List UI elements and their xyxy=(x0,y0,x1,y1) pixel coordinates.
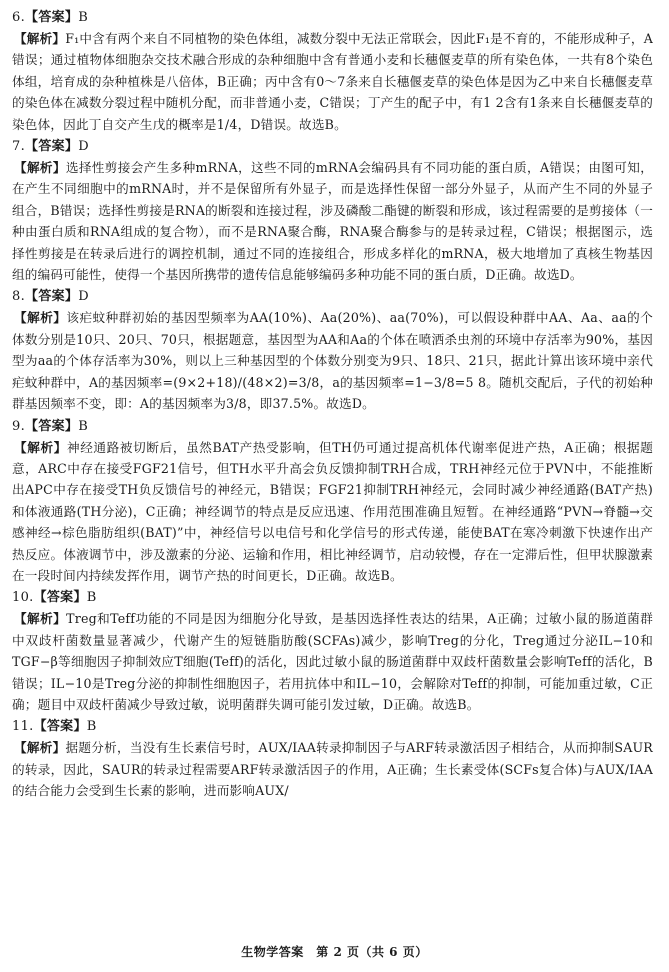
question-number: 8. xyxy=(12,289,26,305)
answer-line xyxy=(12,587,655,608)
analysis-paragraph xyxy=(12,157,655,285)
question-number: 6. xyxy=(12,10,26,25)
analysis-text: 神经通路被切断后，虽然BAT产热受影响，但TH仍可通过提高机体代谢率促进产热，A正确；根据题意，ARC中存在接受FGF21信号，但TH水平升高会负反馈抑制TRH合成，TRH神经元位于PVN中，不能推断出APC中存在接受TH负反馈信号的神经元，B错误；FGF21抑制TRH神经元，会同时减少神经通路(BAT产热)和体液通路(TH分泌)，C正确；神经调节的特点是反应迅速、作用范围准确且短暂。在神经通路“PVN→脊髓→交感神经→棕色脂肪组织(BAT)”中，神经信号以电信号和化学信号的形式传递，能使BAT在寒冷刺激下快速作出产热反应。体液调节中，涉及激素的分泌、运输和作用，相比神经调节，启动较慢，存在一定滞后性，但甲状腺激素在一段时间内持续发挥作用，调节产热的时间更长，D正确。故选B。 xyxy=(12,439,653,583)
analysis-paragraph xyxy=(12,28,655,135)
answer-label: 【答案】 xyxy=(25,139,79,155)
analysis-text: Treg和Teff功能的不同是因为细胞分化导致，是基因选择性表达的结果，A正确；过敏小鼠的肠道菌群中双歧杆菌数量显著减少，代谢产生的短链脂肪酸(SCFAs)减少，影响Treg的分化，Treg通过分泌IL−10和TGF−β等细胞因子抑制效应T细胞(Teff)的活化，因此过敏小鼠的肠道菌群中双歧杆菌数量会影响Teff的活化，B错误；IL−10是Treg分泌的抑制性细胞因子，若用抗体中和IL−10，会解除对Teff的抑制，可能加重过敏，C正确；题目中双歧杆菌减少导致过敏，说明菌群失调可能引发过敏，D正确。故选B。 xyxy=(12,611,653,712)
question-number: 11. xyxy=(12,719,34,735)
answer-value: B xyxy=(78,418,89,434)
answer-value: B xyxy=(86,590,97,606)
analysis-paragraph xyxy=(12,608,655,715)
answer-label: 【答案】 xyxy=(25,418,79,434)
question-7 xyxy=(12,136,655,285)
question-9 xyxy=(12,416,655,587)
answer-label: 【答案】 xyxy=(25,10,79,25)
analysis-text: F₁中含有两个来自不同植物的染色体组，减数分裂中无法正常联会，因此F₁是不育的，不能形成种子，A错误；通过植物体细胞杂交技术融合形成的杂种细胞中含有普通小麦和长穗偃麦草的所有染色体，一共有8个染色体组，培育成的杂种植株是八倍体，B正确；丙中含有0～7条来自长穗偃麦草的染色体是因为乙中来自长穗偃麦草的染色体在减数分裂过程中随机分配，而非普通小麦，C错误；丁产生的配子中，有1 2含有1条来自长穗偃麦草的染色体，因此丁自交产生戊的概率是1/4，D错误。故选B。 xyxy=(12,31,653,132)
answer-line xyxy=(12,416,655,437)
question-8 xyxy=(12,286,655,414)
analysis-text: 据题分析，当没有生长素信号时，AUX/IAA转录抑制因子与ARF转录激活因子相结合，从而抑制SAUR的转录，因此，SAUR的转录过程需要ARF转录激活因子的作用，A正确；生长素受体(SCFs复合体)与AUX/IAA的结合能力会受到生长素的影响，进而影响AUX/ xyxy=(12,740,653,799)
answer-label: 【答案】 xyxy=(25,289,79,305)
analysis-label: 【解析】 xyxy=(14,160,66,176)
answer-line xyxy=(12,7,655,28)
analysis-paragraph xyxy=(12,737,655,801)
analysis-label: 【解析】 xyxy=(14,611,67,627)
analysis-label: 【解析】 xyxy=(14,310,67,326)
analysis-label: 【解析】 xyxy=(14,439,67,455)
question-number: 7. xyxy=(12,139,26,155)
answer-value: B xyxy=(78,10,89,25)
analysis-text: 选择性剪接会产生多种mRNA，这些不同的mRNA会编码具有不同功能的蛋白质，A错误；由图可知，在产生不同细胞中的mRNA时，并不是保留所有外显子，而是选择性保留一部分外显子，从而产生不同的外显子组合，B错误；选择性剪接是RNA的断裂和连接过程，涉及磷酸二酯键的断裂和形成，该过程需要的是剪接体（一种由蛋白质和RNA组成的复合物），而不是RNA聚合酶，RNA聚合酶参与的是转录过程，C错误；根据图示，选择性剪接是在转录后进行的调控机制，通过不同的连接组合，形成多样化的mRNA，极大地增加了真核生物基因组的编码可能性，使得一个基因所携带的遗传信息能够编码多种功能不同的蛋白质，D正确。故选D。 xyxy=(12,160,653,283)
question-number: 10. xyxy=(12,590,34,606)
analysis-label: 【解析】 xyxy=(14,740,66,756)
question-number: 9. xyxy=(12,418,26,434)
answer-line xyxy=(12,136,655,157)
analysis-paragraph xyxy=(12,307,655,414)
question-11 xyxy=(12,716,655,801)
answer-value: B xyxy=(86,719,97,735)
answer-value: D xyxy=(78,289,89,305)
analysis-text: 该疟蚊种群初始的基因型频率为AA(10%)、Aa(20%)、aa(70%)，可以假设种群中AA、Aa、aa的个体数分别是10只、20只、70只，根据题意，基因型为AA和Aa的个体在喷洒杀虫剂的环境中存活率为90%，基因型为aa的个体存活率为30%，则以上三种基因型的个体数分别变为9只、18只、21只，据此计算出该环境中亲代疟蚊种群中，A的基因频率=(9×2+18)/(48×2)=3/8，a的基因频率=1−3/8=5 8。随机交配后，子代的初始种群基因频率不变，即：A的基因频率为3/8，即37.5%。故选D。 xyxy=(12,310,653,412)
answer-line xyxy=(12,286,655,307)
answer-label: 【答案】 xyxy=(33,719,87,735)
answer-label: 【答案】 xyxy=(33,590,87,606)
question-6 xyxy=(12,7,655,135)
answer-line xyxy=(12,716,655,737)
analysis-paragraph xyxy=(12,437,655,587)
page-footer: 生物学答案 第 2 页（共 6 页） xyxy=(241,945,428,959)
answer-value: D xyxy=(78,139,89,155)
question-10 xyxy=(12,587,655,715)
analysis-label: 【解析】 xyxy=(14,31,66,46)
